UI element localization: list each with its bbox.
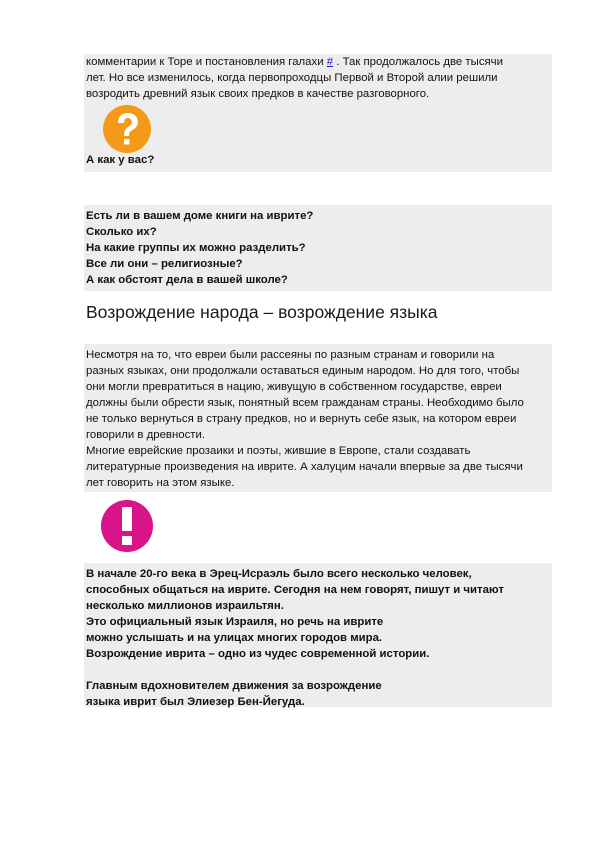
paragraph-line: должны были обрести язык, понятный всем гражданам страны. Необходимо было bbox=[86, 397, 524, 409]
intro-line-2: лет. Но все изменилось, когда первопроходцы Первой и Второй алии решили bbox=[86, 72, 498, 84]
fact-line: Возрождение иврита – одно из чудес современной истории. bbox=[86, 648, 430, 660]
fact-line: несколько миллионов израильтян. bbox=[86, 600, 284, 612]
question-line: Все ли они – религиозные? bbox=[86, 258, 243, 270]
intro-text bbox=[86, 54, 550, 102]
question-line: А как обстоят дела в вашей школе? bbox=[86, 274, 288, 286]
paragraph-box bbox=[84, 344, 552, 492]
intro-line-1 bbox=[86, 54, 550, 70]
paragraph-line: они могли превратиться в нацию, живущую в собственном государстве, евреи bbox=[86, 381, 502, 393]
fact-line: можно услышать и на улицах многих городов мира. bbox=[86, 632, 383, 644]
question-mark-icon bbox=[103, 105, 151, 153]
paragraph-line: не только вернуться в страну предков, но и вернуть себе язык, на котором евреи bbox=[86, 413, 517, 425]
paragraph-line: литературные произведения на иврите. А халуцим начали впервые за две тысячи bbox=[86, 461, 523, 473]
question-text: А как у вас? bbox=[86, 154, 155, 166]
question-line: На какие группы их можно разделить? bbox=[86, 242, 306, 254]
fact-line: Главным вдохновителем движения за возрождение bbox=[86, 680, 382, 692]
fact-line: В начале 20-го века в Эрец-Исраэль было всего несколько человек, bbox=[86, 568, 472, 580]
facts-box bbox=[84, 563, 552, 707]
paragraph-line: лет говорить на этом языке. bbox=[86, 477, 235, 489]
paragraph-line: разных языках, они продолжали оставаться единым народом. Но для того, чтобы bbox=[86, 365, 520, 377]
paragraph-line: Многие еврейские прозаики и поэты, жившие в Европе, стали создавать bbox=[86, 445, 471, 457]
fact-line: языка иврит был Элиезер Бен-Йегуда. bbox=[86, 696, 305, 708]
section-heading: Возрождение народа – возрождение языка bbox=[86, 302, 438, 322]
fact-line-spacer bbox=[86, 662, 550, 678]
questions-box bbox=[84, 205, 552, 291]
intro-line-3: возродить древний язык своих предков в качестве разговорного. bbox=[86, 88, 430, 100]
fact-line: способных общаться на иврите. Сегодня на нем говорят, пишут и читают bbox=[86, 584, 504, 596]
paragraph-line: говорили в древности. bbox=[86, 429, 206, 441]
footnote-link[interactable]: # bbox=[326, 56, 334, 68]
question-line: Сколько их? bbox=[86, 226, 157, 238]
fact-line: Это официальный язык Израиля, но речь на иврите bbox=[86, 616, 384, 628]
exclamation-mark-icon bbox=[101, 500, 153, 552]
intro-text-after-link: . Так продолжалось две тысячи bbox=[333, 56, 503, 68]
question-line: Есть ли в вашем доме книги на иврите? bbox=[86, 210, 314, 222]
intro-box bbox=[84, 54, 552, 172]
intro-text-before-link: комментарии к Торе и постановления галахи bbox=[86, 56, 327, 68]
paragraph-line: Несмотря на то, что евреи были рассеяны по разным странам и говорили на bbox=[86, 349, 495, 361]
